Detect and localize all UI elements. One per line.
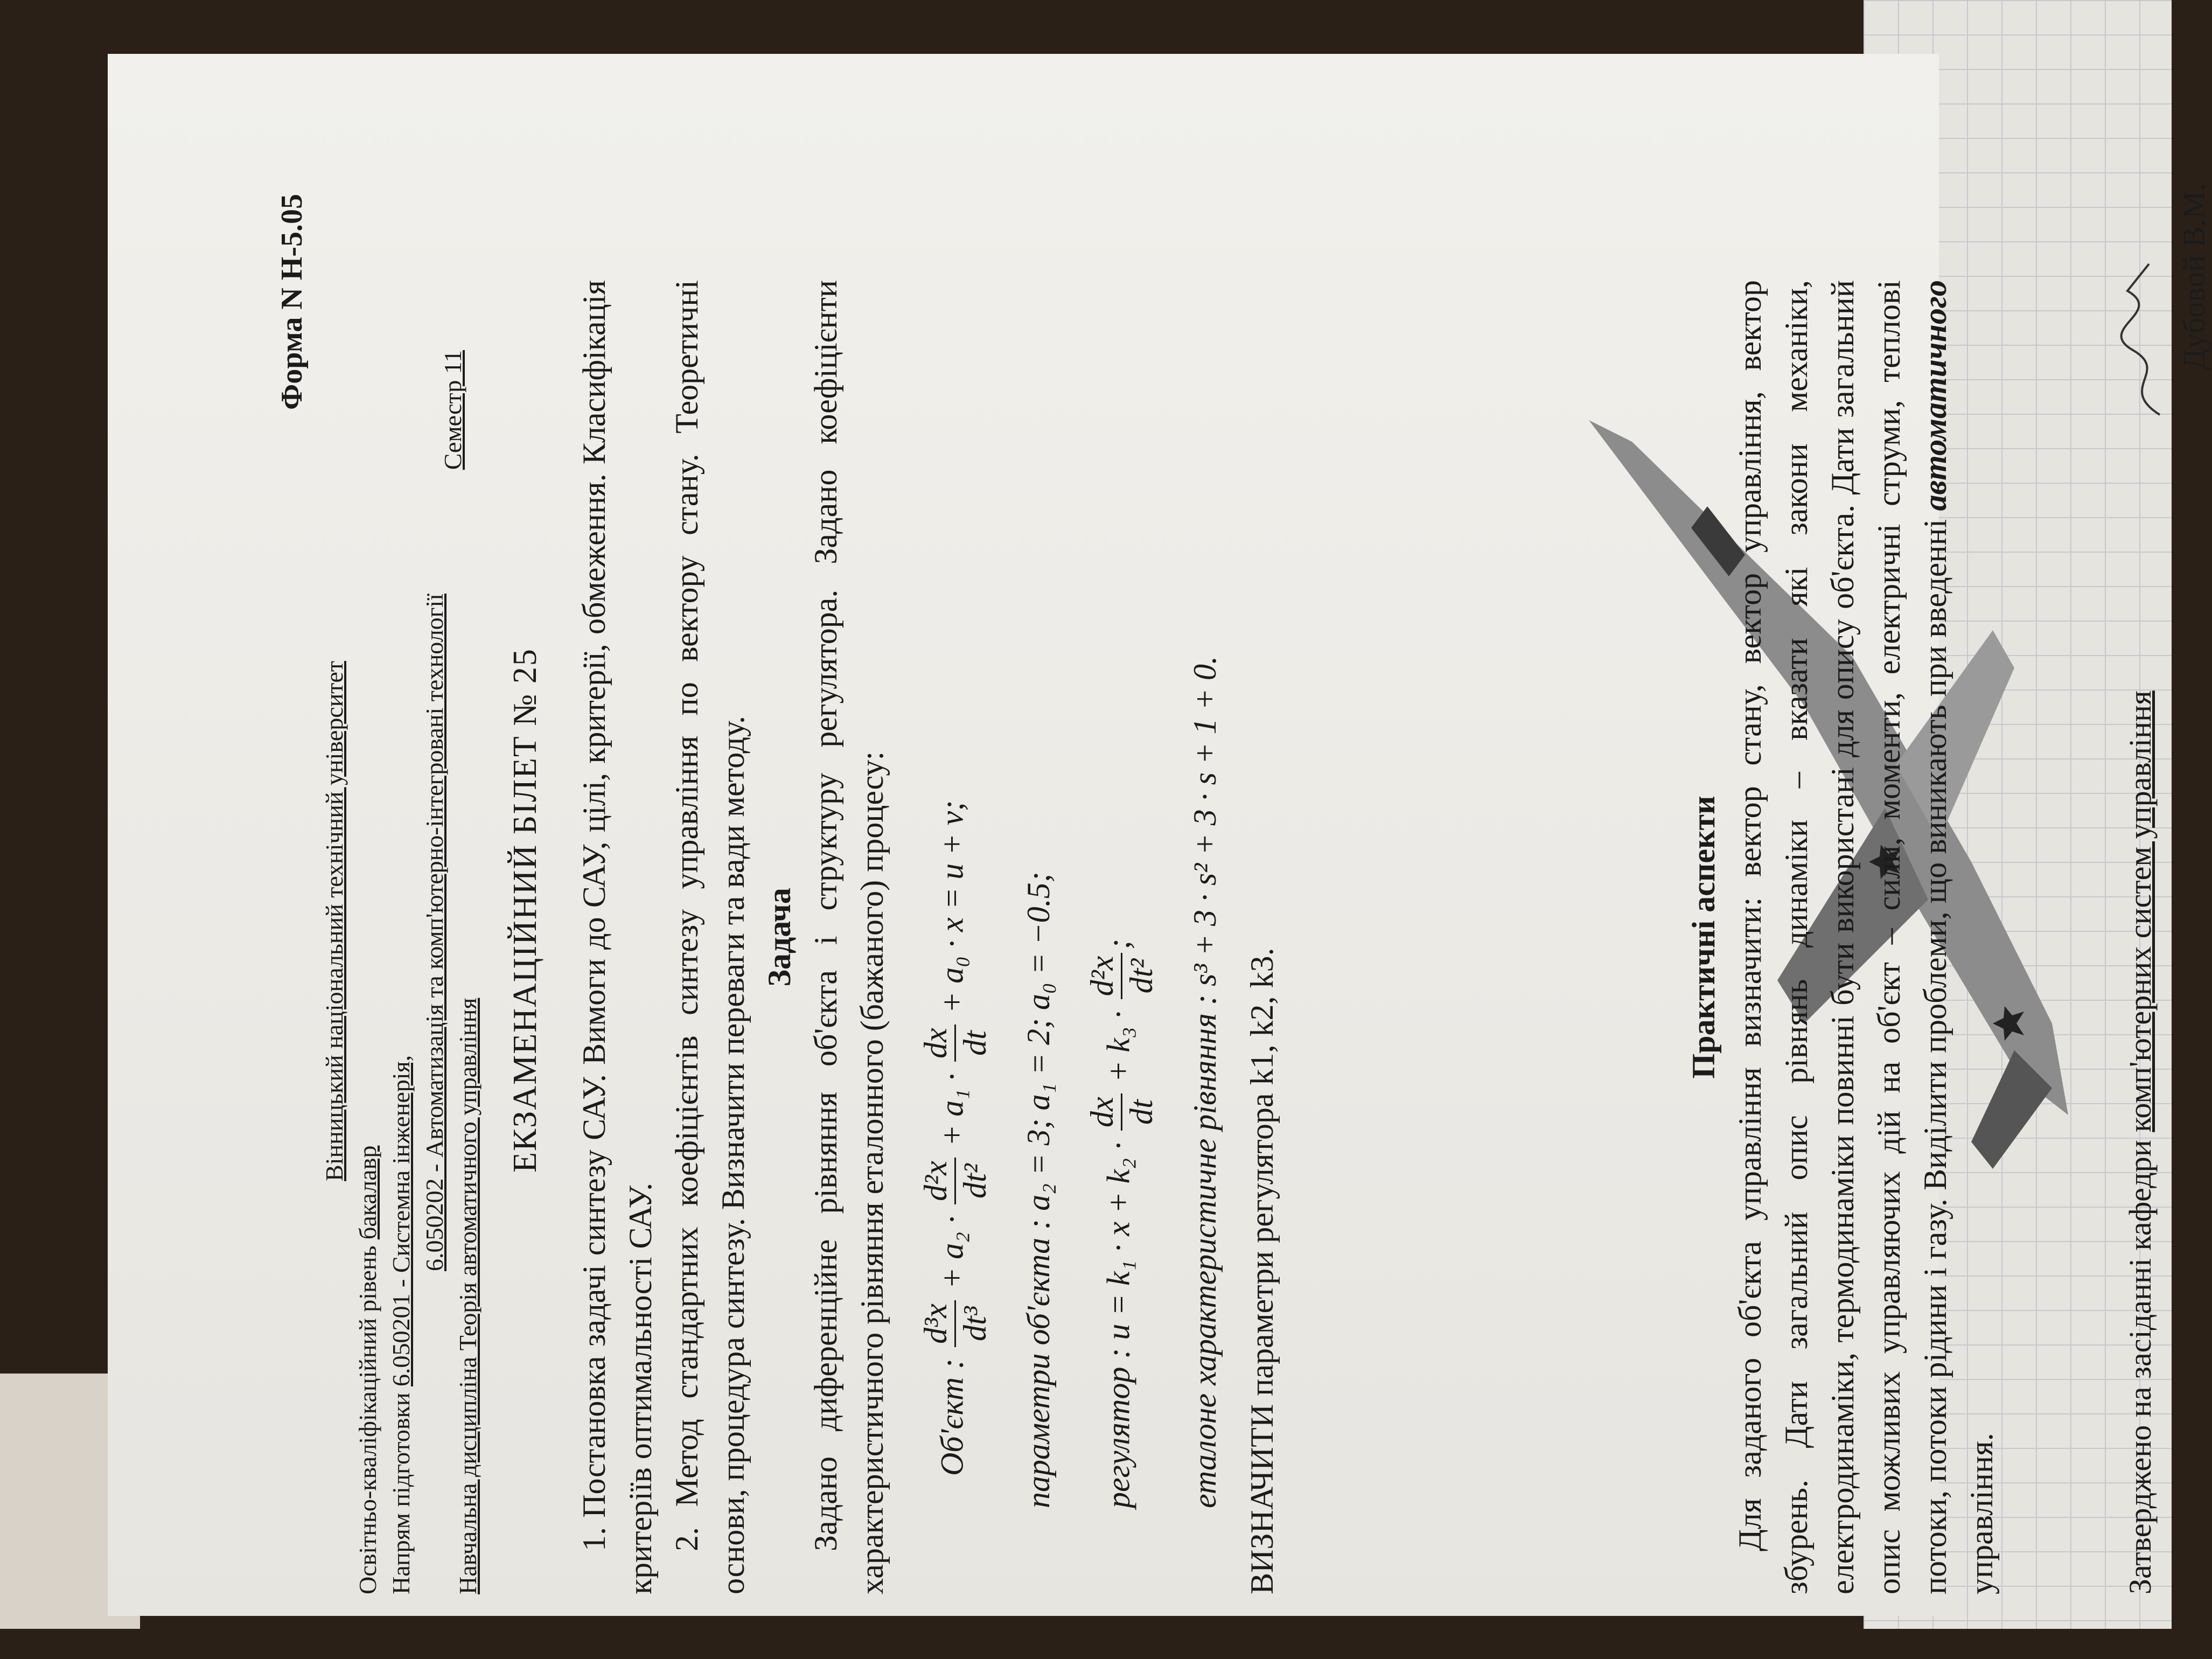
object-equation: Об'єкт : d³x dt³ + a₂ · d²x dt² + a₁ · dx dt + a₀ · x = u + v; (918, 800, 993, 1476)
signer-name: Дубовой В.М. (2176, 183, 2211, 371)
page-title: ЕКЗАМЕНАЦІЙНИЙ БІЛЕТ № 25 (507, 648, 543, 1173)
qualification-level: Освітньо-кваліфікаційний рівень бакалавр (354, 1145, 381, 1594)
discipline: Навчальна дисципліна Теорія автоматичного управління (454, 998, 482, 1594)
form-number: Форма N Н-5.05 (275, 194, 309, 410)
task-heading: Задача (762, 888, 797, 987)
semester: Семестр 11 (439, 350, 466, 470)
practical-section (1680, 280, 2005, 1594)
signature-scribble (2111, 259, 2176, 420)
task-intro: Задано диференційне рівняння об'єкта і структуру регулятора. Задано коефіцієнти характеристичного рівняння еталонного (бажаного) процесу: (808, 280, 890, 1594)
determine-instruction: ВИЗНАЧИТИ параметри регулятора k1, k2, k3. (1244, 947, 1280, 1594)
document-header (318, 248, 485, 1594)
exam-questions (571, 280, 1285, 1594)
exam-page-content (269, 162, 2211, 1659)
question-2: 2. Метод стандартних коефіцієнтів синтезу управління по вектору стану. Теоретичні основи, процедура синтезу. Визначити переваги та вади методу. (669, 280, 751, 1594)
university-name: Вінницький національний технічний університет (320, 661, 348, 1181)
exam-sheet (108, 54, 2211, 1616)
question-1: 1. Постановка задачі синтезу САУ. Вимоги до САУ, цілі, критерії, обмеження. Класифікація критеріїв оптимальності САУ. (576, 280, 658, 1594)
direction-secondary: 6.050202 - Автоматизація та комп'ютерно-інтегровані технології (421, 593, 448, 1271)
practical-text: Для заданого об'єкта управління визначити: вектор стану, вектор управління, вектор збурень. Дати загальний опис рівнянь динаміки – вказати які закони механіки, електродинаміки, термодинаміки повинні бути використані для опису об'єкта. Дати загальний опис можливих управляючих дій на об'єкт – сили, моменти, електричні струми, теплові потоки, потоки рідини і газу. Виділити проблеми, що виникають при введенні автоматичного управління. (1732, 280, 1999, 1594)
approval-line: Затверджено на засіданні кафедри комп'ютерних систем управління (2123, 691, 2158, 1594)
regulator-equation: регулятор : u = k₁ · x + k₂ · dx dt + k₃ · d²x dt² ; (1084, 938, 1159, 1508)
object-parameters: параметри об'єкта : a₂ = 3; a₁ = 2; a₀ = −0.5; (1021, 872, 1056, 1508)
practical-heading: Практичні аспекти (1686, 796, 1721, 1079)
direction: Напрям підготовки 6.050201 - Системна інженерія, (387, 1055, 415, 1594)
reference-equation: еталоне характеристичне рівняння : s³ + 3 · s² + 3 · s + 1 + 0. (1187, 656, 1223, 1508)
